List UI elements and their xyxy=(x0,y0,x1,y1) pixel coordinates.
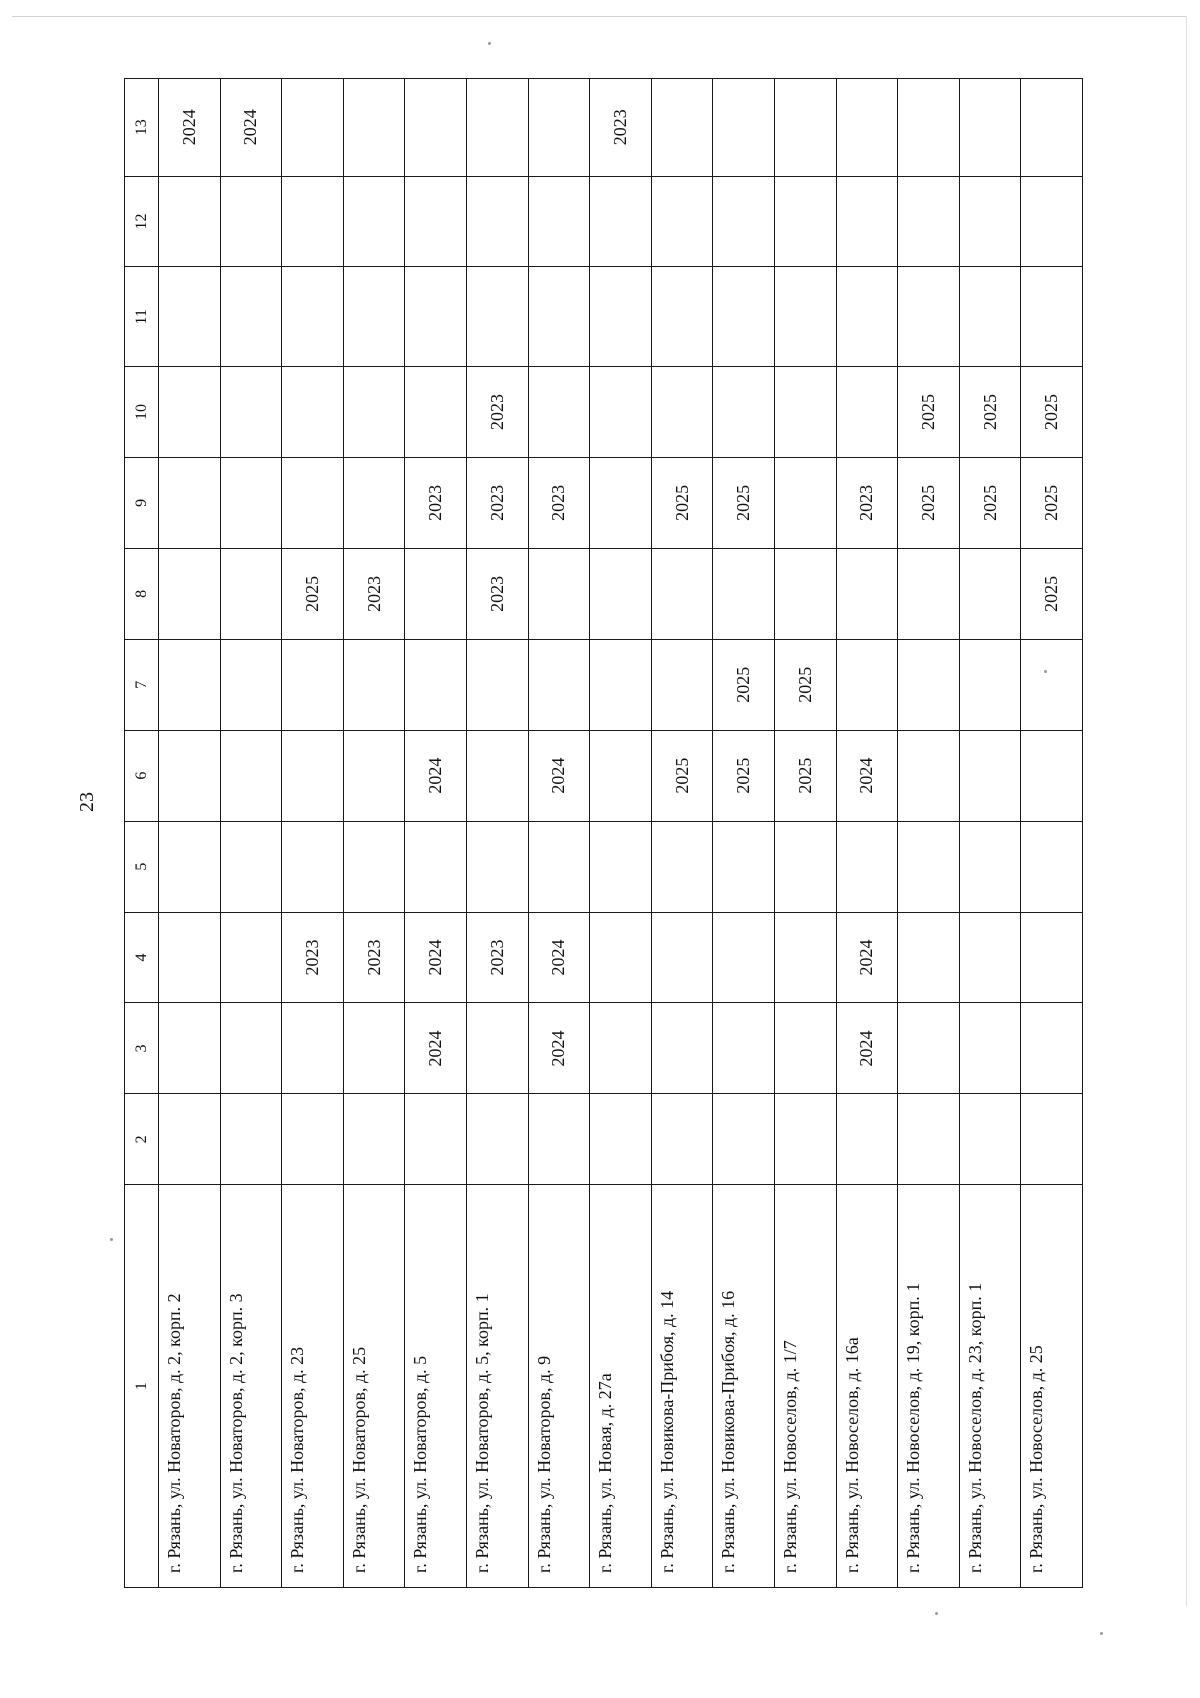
year-cell xyxy=(528,548,590,639)
column-header: 7 xyxy=(125,639,159,730)
year-cell xyxy=(774,912,836,1003)
year-cell xyxy=(220,1003,282,1094)
year-cell xyxy=(159,367,221,458)
year-cell xyxy=(959,548,1021,639)
year-cell: 2025 xyxy=(713,730,775,821)
column-header: 12 xyxy=(125,176,159,267)
year-cell xyxy=(651,639,713,730)
year-cell xyxy=(282,1003,344,1094)
year-cell xyxy=(220,367,282,458)
year-cell xyxy=(651,79,713,177)
year-cell xyxy=(836,821,898,912)
year-cell xyxy=(405,79,467,177)
year-cell xyxy=(651,367,713,458)
year-cell: 2024 xyxy=(220,79,282,177)
year-cell xyxy=(959,912,1021,1003)
column-header: 11 xyxy=(125,267,159,367)
address-cell: г. Рязань, ул. Новоселов, д. 16а xyxy=(836,1185,898,1588)
year-cell xyxy=(713,912,775,1003)
year-cell xyxy=(713,176,775,267)
year-cell: 2025 xyxy=(959,457,1021,548)
year-cell: 2024 xyxy=(405,730,467,821)
year-cell xyxy=(651,267,713,367)
table-row xyxy=(405,79,467,1588)
scan-speck xyxy=(935,1612,938,1615)
year-cell: 2023 xyxy=(282,912,344,1003)
address-cell: г. Рязань, ул. Новаторов, д. 23 xyxy=(282,1185,344,1588)
year-cell xyxy=(898,730,960,821)
year-cell: 2024 xyxy=(405,1003,467,1094)
year-cell xyxy=(159,639,221,730)
address-cell: г. Рязань, ул. Новаторов, д. 2, корп. 3 xyxy=(220,1185,282,1588)
year-cell xyxy=(159,267,221,367)
year-cell xyxy=(466,639,528,730)
year-cell xyxy=(774,821,836,912)
year-cell: 2025 xyxy=(774,639,836,730)
year-cell xyxy=(836,639,898,730)
year-cell xyxy=(1021,176,1083,267)
year-cell xyxy=(713,1003,775,1094)
year-cell xyxy=(159,457,221,548)
table-row xyxy=(590,79,652,1588)
year-cell xyxy=(343,457,405,548)
year-cell xyxy=(220,639,282,730)
year-cell xyxy=(159,730,221,821)
year-cell: 2023 xyxy=(466,367,528,458)
year-cell xyxy=(528,176,590,267)
scan-speck xyxy=(110,1238,113,1241)
year-cell xyxy=(282,821,344,912)
table-row xyxy=(220,79,282,1588)
column-header: 8 xyxy=(125,548,159,639)
year-cell xyxy=(959,639,1021,730)
year-cell: 2023 xyxy=(590,79,652,177)
year-cell xyxy=(466,821,528,912)
year-cell xyxy=(774,367,836,458)
year-cell xyxy=(959,1094,1021,1185)
address-cell: г. Рязань, ул. Новая, д. 27а xyxy=(590,1185,652,1588)
year-cell xyxy=(836,367,898,458)
year-cell xyxy=(959,79,1021,177)
table-row xyxy=(959,79,1021,1588)
year-cell xyxy=(343,639,405,730)
year-cell xyxy=(466,1094,528,1185)
year-cell xyxy=(651,1003,713,1094)
year-cell xyxy=(343,79,405,177)
year-cell: 2025 xyxy=(282,548,344,639)
year-cell xyxy=(774,176,836,267)
page-number: 23 xyxy=(76,792,98,812)
table-row xyxy=(528,79,590,1588)
year-cell xyxy=(528,367,590,458)
header-row xyxy=(125,79,159,1588)
column-header: 4 xyxy=(125,912,159,1003)
year-cell xyxy=(466,79,528,177)
year-cell xyxy=(405,639,467,730)
table-row xyxy=(282,79,344,1588)
year-cell xyxy=(713,1094,775,1185)
year-cell xyxy=(590,457,652,548)
year-cell xyxy=(220,548,282,639)
table-row xyxy=(651,79,713,1588)
year-cell: 2024 xyxy=(159,79,221,177)
year-cell: 2025 xyxy=(1021,367,1083,458)
table-row xyxy=(836,79,898,1588)
year-cell: 2025 xyxy=(959,367,1021,458)
year-cell xyxy=(836,267,898,367)
year-cell xyxy=(405,367,467,458)
year-cell xyxy=(590,267,652,367)
year-cell xyxy=(774,548,836,639)
year-cell xyxy=(590,1003,652,1094)
column-header: 6 xyxy=(125,730,159,821)
address-cell: г. Рязань, ул. Новаторов, д. 5, корп. 1 xyxy=(466,1185,528,1588)
address-cell: г. Рязань, ул. Новаторов, д. 2, корп. 2 xyxy=(159,1185,221,1588)
address-cell: г. Рязань, ул. Новаторов, д. 9 xyxy=(528,1185,590,1588)
year-cell xyxy=(713,367,775,458)
year-cell xyxy=(343,267,405,367)
year-cell xyxy=(220,267,282,367)
year-cell xyxy=(282,730,344,821)
year-cell xyxy=(159,1003,221,1094)
year-cell: 2025 xyxy=(651,730,713,821)
year-cell xyxy=(282,79,344,177)
year-cell xyxy=(713,548,775,639)
year-cell xyxy=(159,912,221,1003)
year-cell xyxy=(651,912,713,1003)
year-cell xyxy=(713,267,775,367)
year-cell xyxy=(651,548,713,639)
address-cell: г. Рязань, ул. Новикова-Прибоя, д. 16 xyxy=(713,1185,775,1588)
year-cell xyxy=(713,821,775,912)
year-cell xyxy=(713,79,775,177)
year-cell xyxy=(159,548,221,639)
year-cell xyxy=(220,176,282,267)
year-cell: 2024 xyxy=(836,730,898,821)
year-cell: 2025 xyxy=(713,457,775,548)
address-cell: г. Рязань, ул. Новикова-Прибоя, д. 14 xyxy=(651,1185,713,1588)
year-cell xyxy=(405,176,467,267)
year-cell xyxy=(836,79,898,177)
year-cell xyxy=(405,267,467,367)
year-cell: 2024 xyxy=(405,912,467,1003)
year-cell: 2025 xyxy=(1021,548,1083,639)
year-cell: 2023 xyxy=(836,457,898,548)
year-cell xyxy=(282,457,344,548)
year-cell xyxy=(590,821,652,912)
address-cell: г. Рязань, ул. Новоселов, д. 23, корп. 1 xyxy=(959,1185,1021,1588)
year-cell xyxy=(343,367,405,458)
year-cell xyxy=(282,639,344,730)
schedule-table xyxy=(124,78,1083,1588)
year-cell xyxy=(159,1094,221,1185)
year-cell xyxy=(220,821,282,912)
year-cell xyxy=(220,730,282,821)
year-cell xyxy=(282,1094,344,1185)
table-row xyxy=(343,79,405,1588)
year-cell xyxy=(528,1094,590,1185)
year-cell xyxy=(343,730,405,821)
year-cell xyxy=(343,821,405,912)
year-cell xyxy=(774,267,836,367)
column-header: 9 xyxy=(125,457,159,548)
year-cell: 2024 xyxy=(836,912,898,1003)
column-header: 1 xyxy=(125,1185,159,1588)
year-cell xyxy=(898,1094,960,1185)
year-cell xyxy=(1021,730,1083,821)
year-cell: 2023 xyxy=(466,457,528,548)
year-cell xyxy=(774,457,836,548)
scan-edge-top xyxy=(12,16,1187,17)
year-cell: 2024 xyxy=(836,1003,898,1094)
year-cell xyxy=(898,912,960,1003)
year-cell xyxy=(466,267,528,367)
year-cell: 2023 xyxy=(466,548,528,639)
address-cell: г. Рязань, ул. Новоселов, д. 25 xyxy=(1021,1185,1083,1588)
year-cell xyxy=(836,548,898,639)
year-cell xyxy=(959,730,1021,821)
year-cell xyxy=(959,176,1021,267)
year-cell: 2025 xyxy=(898,367,960,458)
year-cell xyxy=(159,821,221,912)
year-cell: 2023 xyxy=(466,912,528,1003)
column-header: 2 xyxy=(125,1094,159,1185)
year-cell: 2024 xyxy=(528,912,590,1003)
year-cell xyxy=(651,176,713,267)
year-cell xyxy=(898,548,960,639)
year-cell xyxy=(898,267,960,367)
rotated-table-container xyxy=(124,78,1080,1588)
column-header: 5 xyxy=(125,821,159,912)
year-cell xyxy=(898,79,960,177)
year-cell: 2024 xyxy=(528,730,590,821)
year-cell xyxy=(1021,267,1083,367)
year-cell xyxy=(282,367,344,458)
year-cell xyxy=(466,730,528,821)
year-cell xyxy=(343,176,405,267)
year-cell xyxy=(590,1094,652,1185)
year-cell xyxy=(651,821,713,912)
year-cell xyxy=(220,457,282,548)
year-cell xyxy=(1021,821,1083,912)
year-cell xyxy=(651,1094,713,1185)
year-cell xyxy=(836,176,898,267)
year-cell xyxy=(282,267,344,367)
scan-speck xyxy=(1100,1632,1103,1635)
table-row xyxy=(159,79,221,1588)
year-cell xyxy=(774,1094,836,1185)
year-cell: 2025 xyxy=(651,457,713,548)
address-cell: г. Рязань, ул. Новоселов, д. 19, корп. 1 xyxy=(898,1185,960,1588)
year-cell: 2025 xyxy=(774,730,836,821)
year-cell: 2023 xyxy=(343,912,405,1003)
column-header: 13 xyxy=(125,79,159,177)
year-cell: 2025 xyxy=(713,639,775,730)
year-cell xyxy=(405,821,467,912)
year-cell xyxy=(1021,1003,1083,1094)
year-cell xyxy=(405,548,467,639)
year-cell xyxy=(220,912,282,1003)
table-row xyxy=(1021,79,1083,1588)
year-cell xyxy=(898,1003,960,1094)
table-row xyxy=(713,79,775,1588)
year-cell xyxy=(282,176,344,267)
year-cell xyxy=(1021,79,1083,177)
year-cell xyxy=(959,267,1021,367)
scan-edge-right xyxy=(1186,16,1187,1606)
year-cell xyxy=(590,639,652,730)
year-cell xyxy=(1021,1094,1083,1185)
year-cell xyxy=(405,1094,467,1185)
year-cell: 2025 xyxy=(1021,457,1083,548)
column-header: 10 xyxy=(125,367,159,458)
address-cell: г. Рязань, ул. Новоселов, д. 1/7 xyxy=(774,1185,836,1588)
year-cell: 2023 xyxy=(343,548,405,639)
year-cell xyxy=(528,267,590,367)
year-cell xyxy=(343,1003,405,1094)
year-cell xyxy=(159,176,221,267)
year-cell xyxy=(528,639,590,730)
year-cell xyxy=(774,79,836,177)
year-cell xyxy=(1021,639,1083,730)
year-cell xyxy=(466,176,528,267)
year-cell xyxy=(590,730,652,821)
table-row xyxy=(898,79,960,1588)
year-cell xyxy=(898,176,960,267)
scan-speck xyxy=(1044,670,1047,673)
year-cell xyxy=(836,1094,898,1185)
year-cell xyxy=(590,912,652,1003)
year-cell: 2025 xyxy=(898,457,960,548)
year-cell xyxy=(959,1003,1021,1094)
table-row xyxy=(774,79,836,1588)
year-cell xyxy=(590,367,652,458)
year-cell xyxy=(220,1094,282,1185)
table-row xyxy=(466,79,528,1588)
column-header: 3 xyxy=(125,1003,159,1094)
year-cell xyxy=(774,1003,836,1094)
address-cell: г. Рязань, ул. Новаторов, д. 25 xyxy=(343,1185,405,1588)
year-cell xyxy=(528,79,590,177)
year-cell xyxy=(1021,912,1083,1003)
scan-speck xyxy=(488,42,491,45)
year-cell: 2023 xyxy=(405,457,467,548)
year-cell xyxy=(898,821,960,912)
address-cell: г. Рязань, ул. Новаторов, д. 5 xyxy=(405,1185,467,1588)
year-cell xyxy=(590,548,652,639)
year-cell xyxy=(466,1003,528,1094)
year-cell: 2024 xyxy=(528,1003,590,1094)
year-cell xyxy=(959,821,1021,912)
year-cell xyxy=(898,639,960,730)
year-cell xyxy=(343,1094,405,1185)
year-cell: 2023 xyxy=(528,457,590,548)
year-cell xyxy=(590,176,652,267)
year-cell xyxy=(528,821,590,912)
